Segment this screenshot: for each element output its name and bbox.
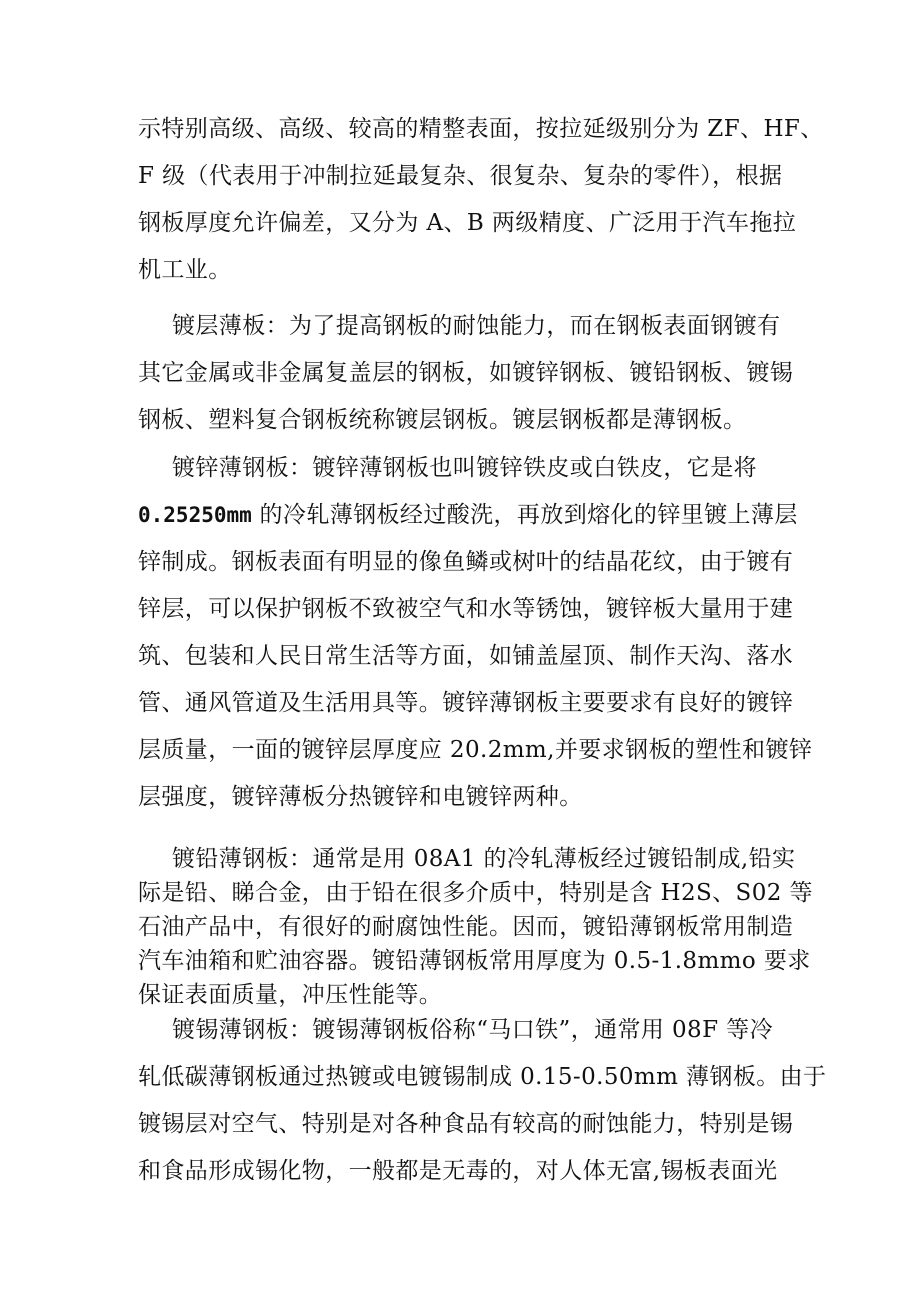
text-line: 层强度，镀锌薄板分热镀锌和电镀锌两种。 (138, 784, 583, 810)
text-line: 镀锡层对空气、特别是对各种食品有较高的耐蚀能力，特别是锡 (138, 1111, 794, 1137)
text-line: 锌层，可以保护钢板不致被空气和水等锈蚀，镀锌板大量用于建 (138, 596, 794, 622)
text-line: 镀锡薄钢板：镀锡薄钢板俗称“马口铁”，通常用 08F 等冷 (172, 1017, 773, 1043)
paragraph-lead-coated-sheet (138, 842, 813, 1012)
thickness-code: 0.25250mm (138, 503, 252, 527)
text-line: 其它金属或非金属复盖层的钢板，如镀锌钢板、镀铅钢板、镀锡 (138, 360, 794, 386)
text-line: 层质量，一面的镀锌层厚度应 20.2mm,并要求钢板的塑性和镀锌 (138, 737, 813, 763)
text-line (138, 492, 798, 539)
text-line: 际是铅、睇合金，由于铅在很多介质中，特别是含 H2S、S02 等 (138, 880, 813, 906)
paragraph-coated-sheet (138, 303, 794, 444)
text-line: 钢板厚度允许偏差，又分为 A、B 两级精度、广泛用于汽车拖拉 (138, 210, 797, 236)
text-line: 管、通风管道及生活用具等。镀锌薄钢板主要要求有良好的镀锌 (138, 690, 794, 716)
text-line: 镀铅薄钢板：通常是用 08A1 的冷轧薄板经过镀铅制成,铅实 (172, 846, 796, 872)
text-line: 汽车油箱和贮油容器。镀铅薄钢板常用厚度为 0.5-1.8mmo 要求 (138, 948, 811, 974)
paragraph-galvanized-sheet (138, 445, 813, 821)
text-line: 石油产品中，有很好的耐腐蚀性能。因而，镀铅薄钢板常用制造 (138, 914, 794, 940)
text-line: 镀锌薄钢板：镀锌薄钢板也叫镀锌铁皮或白铁皮，它是将 (172, 455, 757, 481)
text-line: 钢板、塑料复合钢板统称镀层钢板。镀层钢板都是薄钢板。 (138, 407, 747, 433)
text-line: 和食品形成锡化物，一般都是无毒的，对人体无富,锡板表面光 (138, 1158, 778, 1184)
paragraph-surface-grades (138, 106, 824, 294)
text-line: 筑、包装和人民日常生活等方面，如铺盖屋顶、制作天沟、落水 (138, 643, 794, 669)
paragraph-tin-coated-sheet (138, 1007, 827, 1195)
text-line: 保证表面质量，冲压性能等。 (138, 982, 443, 1008)
text-line: 锌制成。钢板表面有明显的像鱼鳞或树叶的结晶花纹，由于镀有 (138, 549, 794, 575)
text-line-rest: 的冷轧薄钢板经过酸洗，再放到熔化的锌里镀上薄层 (259, 502, 798, 528)
text-line: 示特别高级、高级、较高的精整表面，按拉延级别分为 ZF、HF、 (138, 116, 824, 142)
text-line: 镀层薄板：为了提高钢板的耐蚀能力，而在钢板表面钢镀有 (172, 313, 781, 339)
text-line: 轧低碳薄钢板通过热镀或电镀锡制成 0.15-0.50mm 薄钢板。由于 (138, 1064, 827, 1090)
text-line: 机工业。 (138, 257, 232, 283)
text-line: F 级（代表用于冲制拉延最复杂、很复杂、复杂的零件），根据 (138, 163, 783, 189)
